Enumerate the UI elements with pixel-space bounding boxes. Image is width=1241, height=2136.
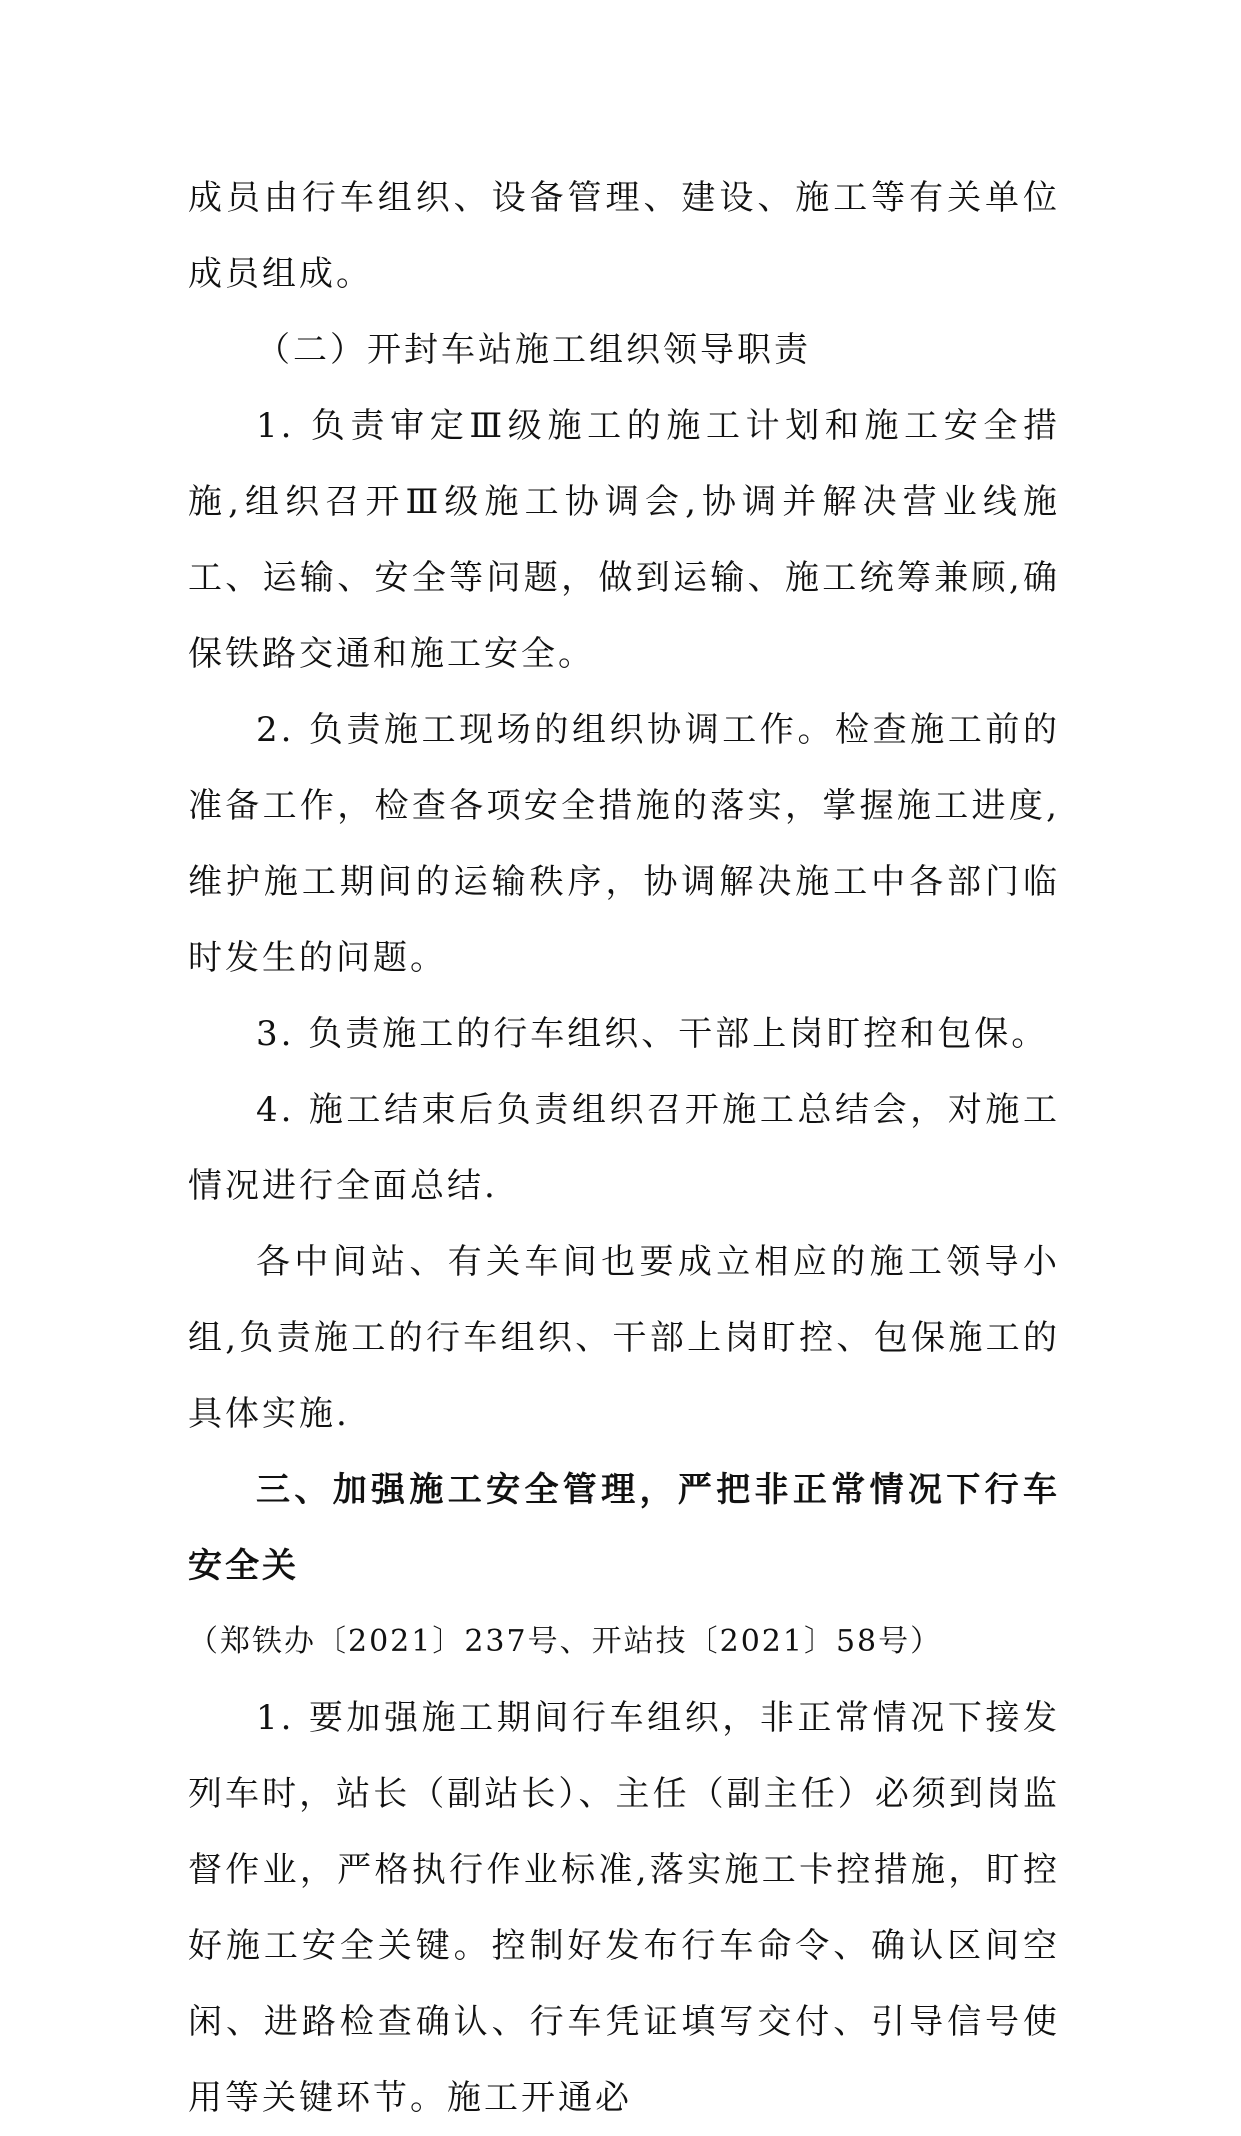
paragraph-section-item-1: 1. 要加强施工期间行车组织，非正常情况下接发列车时，站长（副站长）、主任（副主任）必须到岗监督作业，严格执行作业标准,落实施工卡控措施，盯控好施工安全关键。控制好发布行车命令、确认区间空闲、进路检查确认、行车凭证填写交付、引导信号使用等关键环节。施工开通必 [188, 1698, 1060, 2118]
paragraph-member-composition: 成员由行车组织、设备管理、建设、施工等有关单位成员组成。 [188, 178, 1060, 294]
document-body [188, 160, 1060, 2136]
subsection-heading-leadership-duties: （二）开封车站施工组织领导职责 [256, 330, 811, 370]
paragraph-duty-1: 1. 负责审定Ⅲ级施工的施工计划和施工安全措施,组织召开Ⅲ级施工协调会,协调并解决营业线施工、运输、安全等问题，做到运输、施工统筹兼顾,确保铁路交通和施工安全。 [188, 406, 1060, 674]
paragraph-duty-2: 2. 负责施工现场的组织协调工作。检查施工前的准备工作，检查各项安全措施的落实，掌握施工进度,维护施工期间的运输秩序，协调解决施工中各部门临时发生的问题。 [188, 710, 1060, 978]
paragraph-intermediate-stations: 各中间站、有关车间也要成立相应的施工领导小组,负责施工的行车组织、干部上岗盯控、包保施工的具体实施. [188, 1242, 1060, 1434]
paragraph-duty-4: 4. 施工结束后负责组织召开施工总结会，对施工情况进行全面总结. [188, 1090, 1060, 1206]
section-reference-docs: （郑铁办〔2021〕237号、开站技〔2021〕58号） [188, 1624, 943, 1659]
paragraph-duty-3: 3. 负责施工的行车组织、干部上岗盯控和包保。 [256, 1014, 1049, 1054]
section-heading-safety-management: 三、加强施工安全管理，严把非正常情况下行车安全关 [188, 1470, 1060, 1586]
